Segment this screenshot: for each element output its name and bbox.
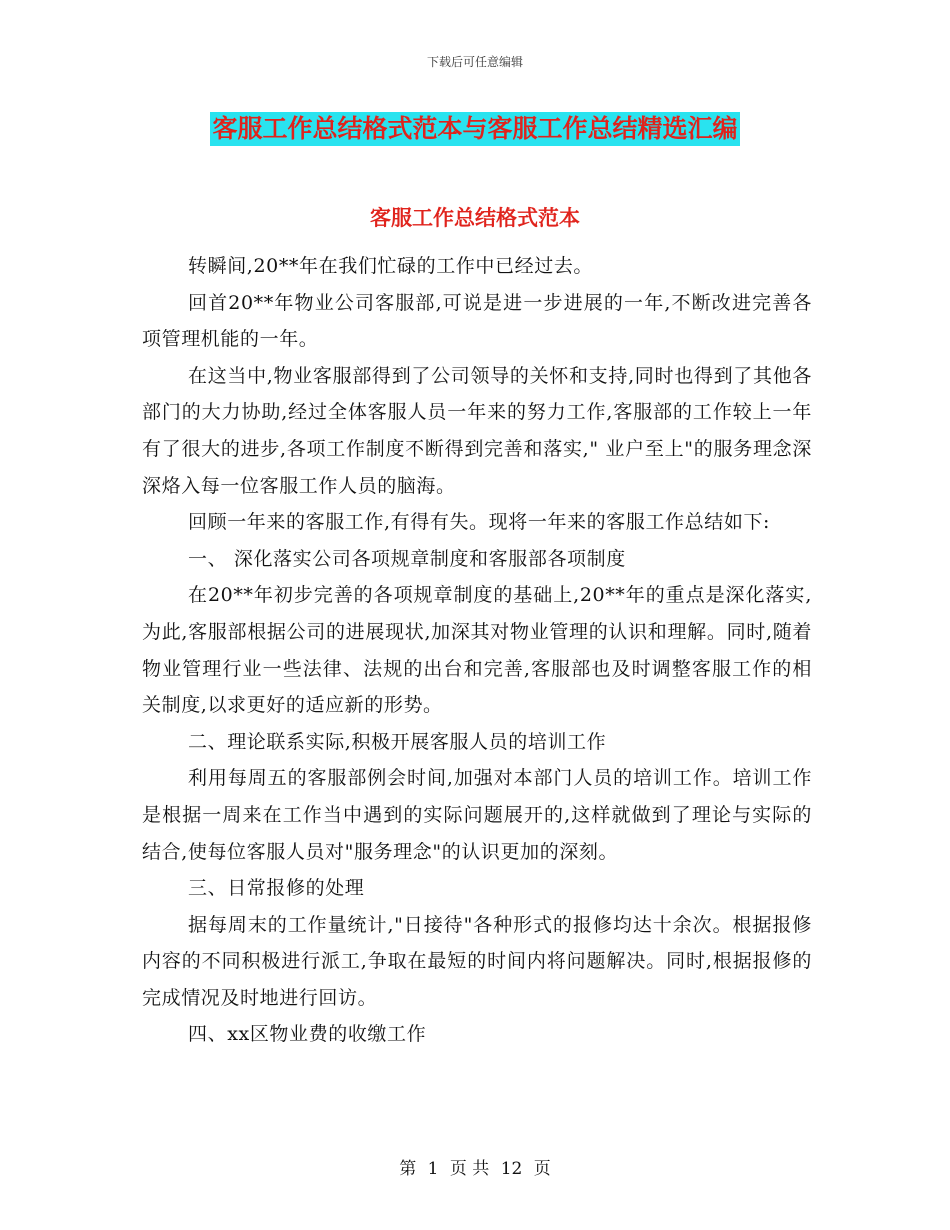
paragraph: 转瞬间,20**年在我们忙碌的工作中已经过去。 <box>188 255 594 277</box>
page-number: 1 <box>427 1159 439 1179</box>
header-note: 下载后可任意编辑 <box>426 55 523 69</box>
page-total: 12 <box>500 1159 523 1179</box>
paragraph: 利用每周五的客服部例会时间,加强对本部门人员的培训工作。培训工作是根据一周来在工作当中遇到的实际问题展开的,这样就做到了理论与实际的结合,使每位客服人员对"服务理念"的认识更加的深刻。 <box>142 767 812 863</box>
paragraph: 回首20**年物业公司客服部,可说是进一步进展的一年,不断改进完善各项管理机能的一年。 <box>142 291 812 351</box>
section-heading: 一、 深化落实公司各项规章制度和客服部各项制度 <box>188 547 626 570</box>
footer-suffix: 页 <box>533 1159 551 1179</box>
section-heading: 三、日常报修的处理 <box>188 877 365 900</box>
page-footer <box>0 1154 950 1179</box>
footer-prefix: 第 <box>399 1159 417 1179</box>
section-heading: 四、xx区物业费的收缴工作 <box>188 1023 427 1046</box>
section-title: 客服工作总结格式范本 <box>370 206 580 230</box>
paragraph: 在这当中,物业客服部得到了公司领导的关怀和支持,同时也得到了其他各部门的大力协助,经过全体客服人员一年来的努力工作,客服部的工作较上一年有了很大的进步,各项工作制度不断得到完善和落实," 业户至上"的服务理念深深烙入每一位客服工作人员的脑海。 <box>142 364 812 497</box>
document-body <box>142 248 812 1053</box>
paragraph: 在20**年初步完善的各项规章制度的基础上,20**年的重点是深化落实,为此,客服部根据公司的进展现状,加深其对物业管理的认识和理解。同时,随着物业管理行业一些法律、法规的出台和完善,客服部也及时调整客服工作的相关制度,以求更好的适应新的形势。 <box>142 584 812 717</box>
paragraph: 回顾一年来的客服工作,有得有失。现将一年来的客服工作总结如下: <box>188 511 771 534</box>
footer-mid: 页 共 <box>449 1159 490 1179</box>
paragraph: 据每周末的工作量统计,"日接待"各种形式的报修均达十余次。根据报修内容的不同积极进行派工,争取在最短的时间内将问题解决。同时,根据报修的完成情况及时地进行回访。 <box>142 913 812 1009</box>
section-heading: 二、理论联系实际,积极开展客服人员的培训工作 <box>188 730 607 753</box>
document-title-text: 客服工作总结格式范本与客服工作总结精选汇编 <box>210 112 739 146</box>
document-title <box>0 112 950 146</box>
